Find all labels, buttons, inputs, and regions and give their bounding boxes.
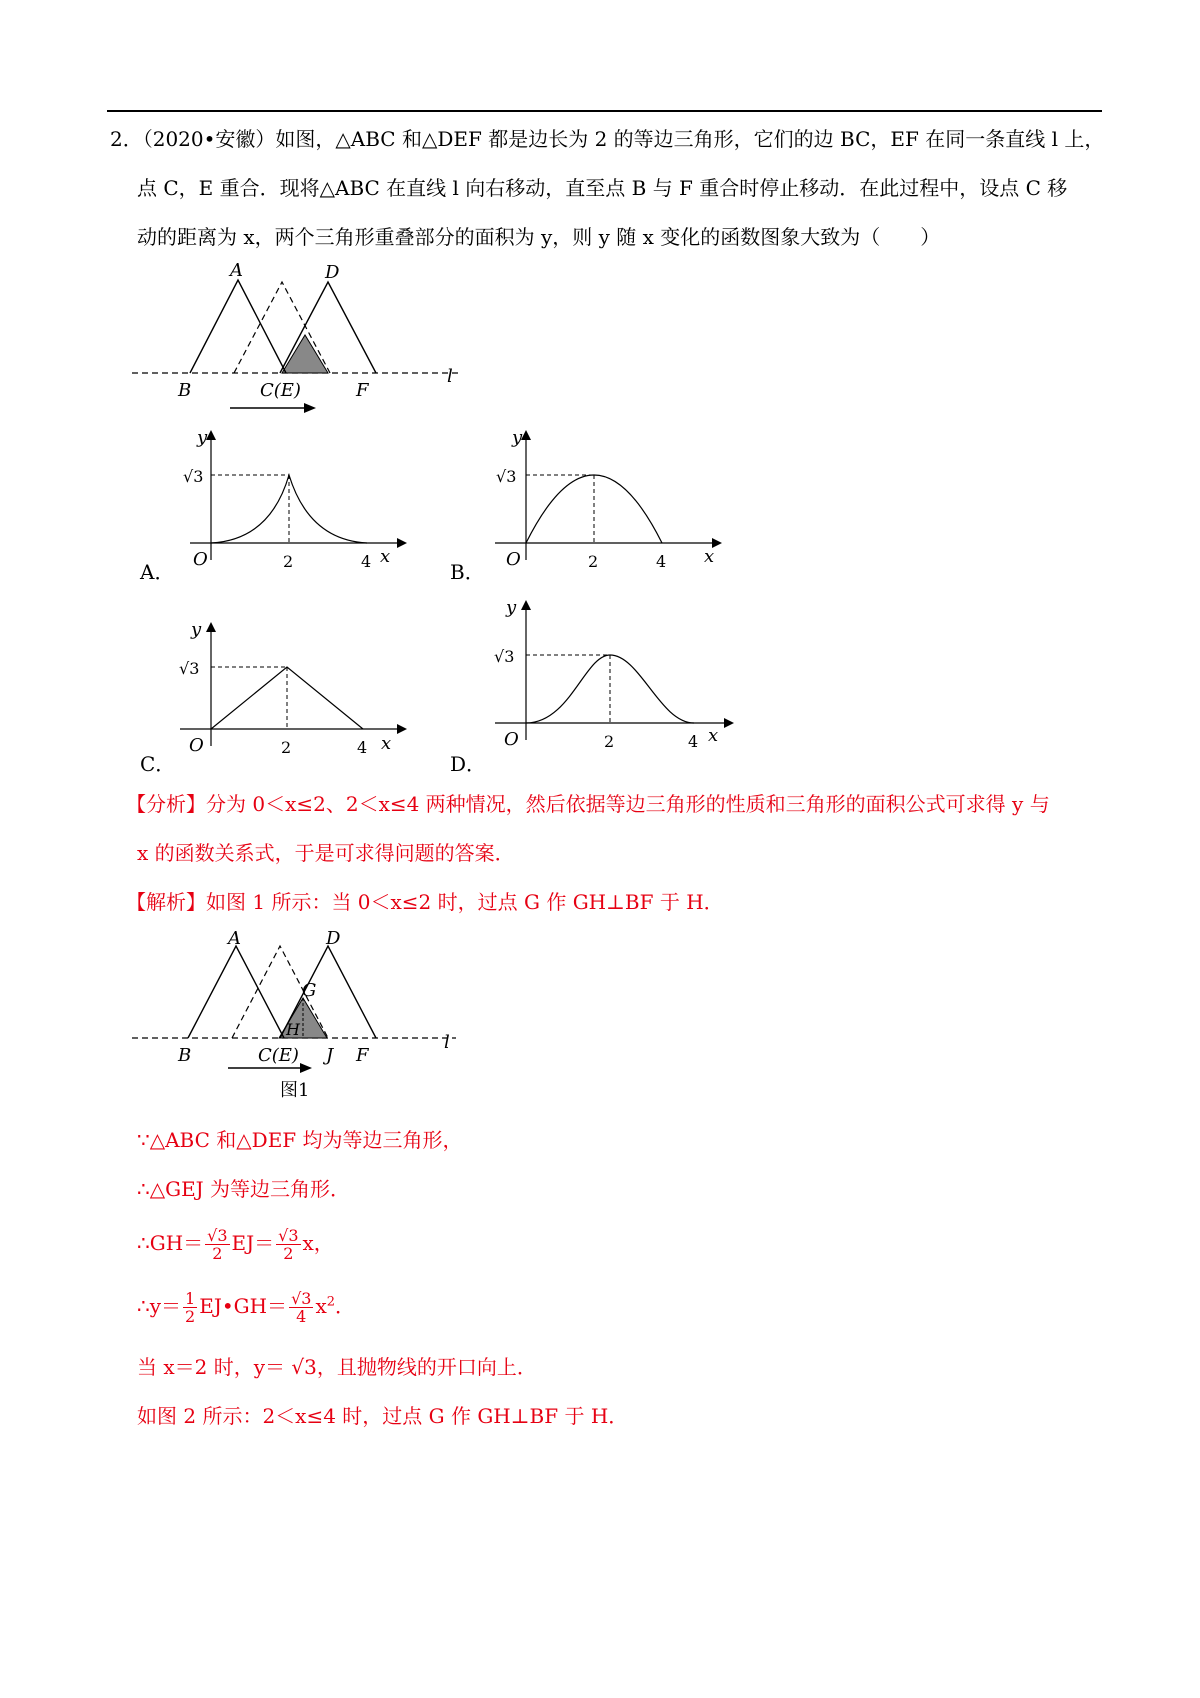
svg-text:x: x: [708, 725, 719, 746]
question-line-2: 点 C，E 重合．现将△ABC 在直线 l 向右移动，直至点 B 与 F 重合时停止移动．在此过程中，设点 C 移: [137, 176, 1068, 200]
svg-text:O: O: [193, 549, 208, 570]
main-triangle-figure: [130, 260, 470, 420]
svg-text:4: 4: [688, 732, 699, 751]
svg-text:4: 4: [361, 552, 372, 571]
label-l: l: [447, 366, 453, 387]
svg-text:√3: √3: [179, 659, 200, 678]
label-ce: C(E): [260, 380, 301, 401]
svg-text:y: y: [512, 427, 523, 448]
option-d-label[interactable]: D．: [450, 752, 487, 776]
svg-text:F: F: [356, 1045, 369, 1066]
svg-text:y: y: [197, 427, 208, 448]
svg-text:x: x: [704, 546, 715, 567]
option-c-graph[interactable]: [175, 615, 415, 765]
svg-text:J: J: [326, 1045, 334, 1066]
question-line-3: 动的距离为 x，两个三角形重叠部分的面积为 y，则 y 随 x 变化的函数图象大致为（ ）: [137, 225, 941, 249]
solution-step-2: ∴△GEJ 为等边三角形．: [137, 1177, 351, 1201]
label-f: F: [356, 380, 369, 401]
solution-step-3: ∴GH＝ $\frac{√3}{2}$ EJ＝ $\frac{√3}{2}$ x，: [137, 1226, 334, 1263]
x-arrow-icon: [397, 538, 407, 548]
triangle-abc: [190, 280, 286, 373]
svg-text:2: 2: [588, 552, 599, 571]
solution-step-1: ∵△ABC 和△DEF 均为等边三角形，: [137, 1128, 463, 1152]
solution-intro: 【解析】如图 1 所示：当 0＜x≤2 时，过点 G 作 GH⊥BF 于 H．: [126, 890, 724, 914]
option-b-label[interactable]: B．: [450, 560, 485, 584]
svg-text:√3: √3: [183, 467, 204, 486]
svg-text:G: G: [302, 980, 317, 1001]
svg-text:B: B: [178, 1045, 192, 1066]
option-c-label[interactable]: C．: [140, 752, 176, 776]
y-arrow-icon: [521, 600, 531, 610]
svg-text:A: A: [228, 928, 241, 949]
figure-1-caption: 图1: [280, 1080, 310, 1098]
option-a-label[interactable]: A．: [140, 560, 175, 584]
option-b-graph[interactable]: [490, 425, 735, 575]
y-arrow-icon: [206, 430, 216, 440]
svg-text:O: O: [506, 549, 521, 570]
svg-text:y: y: [191, 619, 202, 640]
svg-text:O: O: [504, 729, 519, 750]
triangle-abc: [188, 946, 284, 1038]
label-d: D: [325, 262, 340, 283]
solution-step-6: 如图 2 所示：2＜x≤4 时，过点 G 作 GH⊥BF 于 H．: [137, 1404, 629, 1428]
svg-text:H: H: [286, 1020, 300, 1039]
svg-text:x: x: [380, 546, 391, 567]
svg-text:4: 4: [357, 738, 368, 757]
option-d-graph[interactable]: [490, 595, 745, 755]
svg-text:√3: √3: [494, 647, 515, 666]
svg-text:2: 2: [281, 738, 292, 757]
y-arrow-icon: [521, 430, 531, 440]
svg-text:√3: √3: [496, 467, 517, 486]
solution-step-4: ∴y＝ $\frac{1}{2}$ EJ•GH＝ $\frac{√3}{4}$ $x^2$．: [137, 1289, 355, 1326]
svg-text:l: l: [444, 1032, 450, 1053]
svg-text:4: 4: [656, 552, 667, 571]
solution-step-5: 当 x＝2 时，y＝ √3，且抛物线的开口向上．: [137, 1355, 537, 1379]
header-rule: [107, 110, 1102, 112]
arrow-head-icon: [300, 1063, 312, 1073]
label-b: B: [178, 380, 192, 401]
svg-text:2: 2: [604, 732, 615, 751]
svg-text:O: O: [189, 735, 204, 756]
option-a-graph[interactable]: [175, 425, 415, 575]
y-arrow-icon: [206, 622, 216, 632]
svg-text:2: 2: [283, 552, 294, 571]
svg-text:y: y: [506, 597, 517, 618]
svg-text:C(E): C(E): [258, 1045, 299, 1066]
svg-text:x: x: [381, 733, 392, 754]
svg-text:D: D: [326, 928, 341, 949]
analysis-line-2: x 的函数关系式，于是可求得问题的答案．: [137, 841, 515, 865]
figure-1: [130, 928, 470, 1098]
overlap-shaded-region: [282, 335, 328, 373]
arrow-head-icon: [304, 403, 316, 413]
question-line-1: 2．（2020•安徽）如图，△ABC 和△DEF 都是边长为 2 的等边三角形，它们的边 BC，EF 在同一条直线 l 上，: [110, 127, 1105, 151]
label-a: A: [230, 260, 243, 281]
x-arrow-icon: [724, 718, 734, 728]
analysis-line-1: 【分析】分为 0＜x≤2、2＜x≤4 两种情况，然后依据等边三角形的性质和三角形的面积公式可求得 y 与: [126, 792, 1050, 816]
x-arrow-icon: [397, 724, 407, 734]
